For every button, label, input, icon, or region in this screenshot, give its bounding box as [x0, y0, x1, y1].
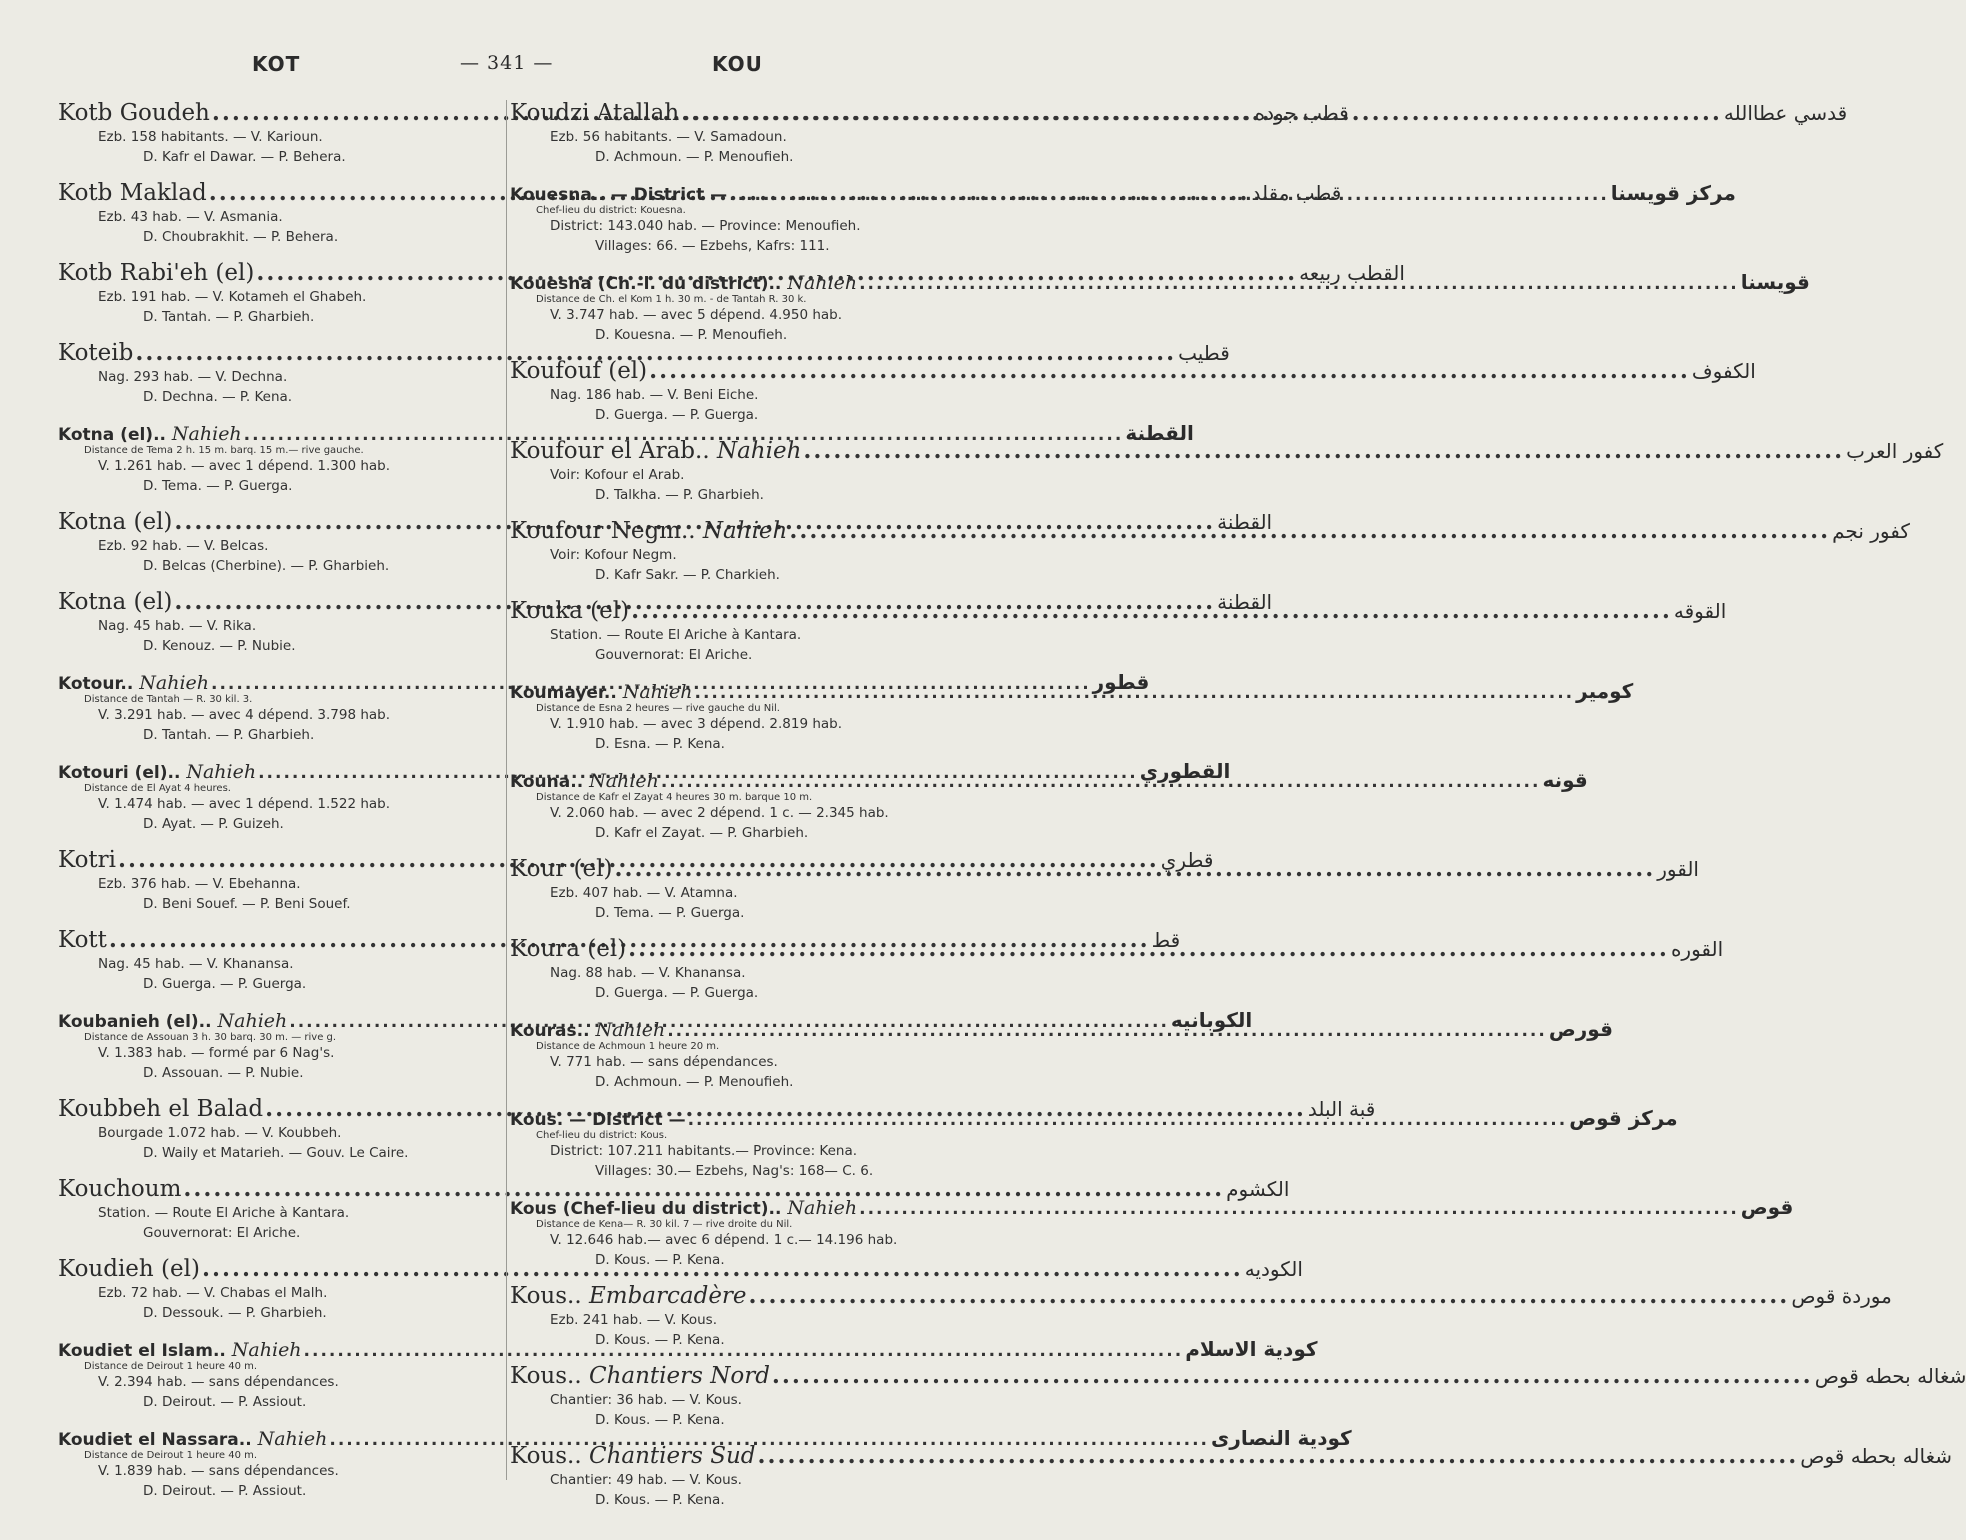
entry-detail-line: District: 143.040 hab. — Province: Menoufieh. — [550, 218, 861, 234]
entry-detail-line: D. Tema. — P. Guerga. — [143, 477, 293, 494]
entry-detail-line: Ezb. 376 hab. — V. Ebehanna. — [98, 876, 301, 892]
entry-arabic-name: القور — [1657, 857, 1699, 881]
entry-distance-note: Distance de Deirout 1 heure 40 m. — [84, 1450, 258, 1461]
entry-spacer — [58, 407, 508, 418]
entry-detail-line: Ezb. 92 hab. — V. Belcas. — [98, 538, 269, 554]
entry-spacer — [510, 923, 960, 934]
leader-dots — [787, 516, 1832, 546]
entry-name: Kotb Rabi'eh (el) — [58, 260, 255, 286]
entry-name: Koumayer.. — [510, 683, 617, 703]
entry-detail-line: Chantier: 49 hab. — V. Kous. — [550, 1472, 742, 1488]
entry-distance-note: Distance de Esna 2 heures — rive gauche du Nil. — [536, 703, 780, 714]
entry-name: Koufour Negm.. — [510, 518, 696, 544]
leader-dots — [626, 934, 1671, 964]
leader-dots — [679, 98, 1724, 128]
entry-detail-line: D. Kafr el Dawar. — P. Behera. — [143, 148, 346, 165]
entry-detail-line: D. Tantah. — P. Gharbieh. — [143, 726, 315, 743]
entry-detail-line: V. 1.910 hab. — avec 3 dépend. 2.819 hab. — [550, 716, 843, 732]
entry-detail-line: Ezb. 56 habitants. — V. Samadoun. — [550, 129, 787, 145]
entry-distance-note: Distance de Kena— R. 30 kil. 7 — rive droite du Nil. — [536, 1219, 793, 1230]
entry-detail-line: D. Ayat. — P. Guizeh. — [143, 815, 284, 832]
entry-detail-line: D. Kouesna. — P. Menoufieh. — [595, 326, 788, 343]
leader-dots — [857, 269, 1741, 299]
leader-dots — [801, 436, 1846, 466]
entry-detail-line: D. Choubrakhit. — P. Behera. — [143, 228, 339, 245]
entry-detail-line: V. 3.291 hab. — avec 4 dépend. 3.798 hab. — [98, 707, 391, 723]
entry-distance-note: Distance de Tema 2 h. 15 m. barq. 15 m.— rive gauche. — [84, 445, 364, 456]
entry-detail-line: D. Achmoun. — P. Menoufieh. — [595, 148, 794, 165]
entry-distance-note: Distance de Deirout 1 heure 40 m. — [84, 1361, 258, 1372]
column-divider — [506, 100, 507, 1480]
entry-name: Koubanieh (el).. — [58, 1012, 212, 1032]
entry-detail-line: Nag. 45 hab. — V. Rika. — [98, 618, 257, 634]
entry-type: Nahieh — [589, 770, 659, 792]
entry-detail-line: V. 1.383 hab. — formé par 6 Nag's. — [98, 1045, 335, 1061]
entry-arabic-name: قونه — [1542, 768, 1588, 792]
entry-detail-line: V. 12.646 hab.— avec 6 dépend. 1 c.— 14.196 hab. — [550, 1232, 898, 1248]
entry-detail-line: D. Guerga. — P. Guerga. — [595, 984, 759, 1001]
entry-arabic-name: القطوري — [1139, 759, 1231, 783]
leader-dots — [612, 854, 1657, 884]
entry-arabic-name: كفور العرب — [1846, 439, 1944, 463]
entry-spacer — [58, 1412, 508, 1423]
entry-detail-line: D. Beni Souef. — P. Beni Souef. — [143, 895, 351, 912]
entry-arabic-name: موردة قوص — [1791, 1284, 1892, 1308]
entry-detail-line: V. 2.394 hab. — sans dépendances. — [98, 1374, 339, 1390]
entry-detail-line: Ezb. 241 hab. — V. Kous. — [550, 1312, 717, 1328]
leader-dots — [747, 1281, 1792, 1311]
entry-type: Nahieh — [716, 438, 802, 464]
entry-detail-line: D. Achmoun. — P. Menoufieh. — [595, 1073, 794, 1090]
entry-spacer — [58, 914, 508, 925]
entry-type: Nahieh — [702, 518, 788, 544]
page-header — [0, 52, 1000, 86]
entry-name: Kous. — District — — [510, 1110, 686, 1130]
entry-spacer — [510, 1181, 960, 1192]
entry-title-line — [58, 1174, 1290, 1204]
entry-type: Nahieh — [622, 681, 693, 703]
entry-spacer — [58, 167, 508, 178]
entry-detail-line: D. Dessouk. — P. Gharbieh. — [143, 1304, 327, 1321]
entry-spacer — [510, 167, 960, 178]
entry-name: Kous.. — [510, 1283, 582, 1309]
entry-detail-line: Voir: Kofour el Arab. — [550, 467, 685, 483]
entry-name: Kotna (el) — [58, 509, 173, 535]
entry-type: Chantiers Sud — [588, 1443, 756, 1469]
entry-name: Kouna.. — [510, 772, 584, 792]
entry-detail-line: Ezb. 72 hab. — V. Chabas el Malh. — [98, 1285, 328, 1301]
entry-arabic-name: كودية الاسلام — [1185, 1337, 1318, 1361]
entry-arabic-name: الكشوم — [1226, 1177, 1290, 1201]
entry-detail-line: Nag. 293 hab. — V. Dechna. — [98, 369, 288, 385]
entry-arabic-name: مركز قوص — [1569, 1106, 1678, 1130]
entry-spacer — [58, 656, 508, 667]
entry-spacer — [58, 1323, 508, 1334]
entry-type: Nahieh — [231, 1339, 302, 1361]
entry-name: Kouka (el) — [510, 598, 630, 624]
entry-detail-line: V. 1.261 hab. — avec 1 dépend. 1.300 hab. — [98, 458, 391, 474]
entry-detail-line: D. Kous. — P. Kena. — [595, 1411, 725, 1428]
entry-name: Kouchoum — [58, 1176, 182, 1202]
gazetteer-entry — [510, 356, 1756, 425]
leader-dots — [665, 1016, 1549, 1046]
entry-spacer — [58, 1243, 508, 1254]
entry-arabic-name: الكوبانيه — [1170, 1008, 1253, 1032]
entry-name: Kotri — [58, 847, 117, 873]
entry-name: Koufouf (el) — [510, 358, 648, 384]
entry-detail-line: Villages: 66. — Ezbehs, Kafrs: 111. — [595, 237, 830, 254]
entry-type: Nahieh — [139, 672, 210, 694]
entry-arabic-name: القطنة — [1125, 421, 1194, 445]
entry-detail-line: D. Tema. — P. Guerga. — [595, 904, 745, 921]
entry-name: Kouesna (Ch.-l. du district).. — [510, 274, 782, 294]
entry-name: Koudiet el Islam.. — [58, 1341, 226, 1361]
entry-arabic-name: القوره — [1670, 937, 1724, 961]
entry-detail-line: V. 771 hab. — sans dépendances. — [550, 1054, 778, 1070]
entry-name: Kous (Chef-lieu du district).. — [510, 1199, 782, 1219]
entry-detail-line: Voir: Kofour Negm. — [550, 547, 677, 563]
entry-name: Koura (el) — [510, 936, 627, 962]
entry-distance-note: Chef-lieu du district: Kous. — [536, 1130, 668, 1141]
entry-detail-line: Bourgade 1.072 hab. — V. Koubbeh. — [98, 1125, 342, 1141]
entry-spacer — [58, 834, 508, 845]
entry-name: Kotour.. — [58, 674, 134, 694]
entry-detail-line: D. Assouan. — P. Nubie. — [143, 1064, 304, 1081]
entry-detail-line: D. Deirout. — P. Assiout. — [143, 1482, 307, 1499]
entry-name: Koteib — [58, 340, 134, 366]
entry-detail-line: D. Dechna. — P. Kena. — [143, 388, 293, 405]
entry-arabic-name: قطري — [1160, 848, 1214, 872]
entry-name: Kotna (el) — [58, 589, 173, 615]
entry-arabic-name: مركز قويسنا — [1610, 181, 1736, 205]
entry-spacer — [510, 425, 960, 436]
entry-arabic-name: شغاله بحطه قوص — [1800, 1444, 1953, 1468]
entry-name: Koubbeh el Balad — [58, 1096, 264, 1122]
entry-distance-note: Distance de Ch. el Kom 1 h. 30 m. - de Tantah R. 30 k. — [536, 294, 807, 305]
leader-dots — [686, 1105, 1570, 1135]
entry-name: Kour (el) — [510, 856, 613, 882]
entry-title-line — [58, 418, 1194, 448]
entry-type: Embarcadère — [588, 1283, 747, 1309]
entry-arabic-name: القطب ربيعه — [1299, 261, 1405, 285]
entry-distance-note: Distance de Achmoun 1 heure 20 m. — [536, 1041, 720, 1052]
entry-detail-line: D. Tantah. — P. Gharbieh. — [143, 308, 315, 325]
entry-title-line — [58, 338, 1230, 368]
entry-title-line — [510, 436, 1944, 466]
entry-distance-note: Chef-lieu du district: Kouesna. — [536, 205, 686, 216]
entry-spacer — [58, 994, 508, 1005]
entry-type: Nahieh — [595, 1019, 666, 1041]
entry-spacer — [58, 496, 508, 507]
entry-spacer — [510, 843, 960, 854]
entry-detail-line: Gouvernorat: El Ariche. — [595, 646, 753, 663]
entry-title-line — [58, 1423, 1352, 1453]
entry-arabic-name: قورص — [1548, 1017, 1613, 1041]
entry-arabic-name: القوقه — [1673, 599, 1727, 623]
entry-spacer — [510, 1270, 960, 1281]
entry-distance-note: Distance de Assouan 3 h. 30 barq. 30 m. — rive g. — [84, 1032, 337, 1043]
entry-detail-line: D. Guerga. — P. Guerga. — [143, 975, 307, 992]
entry-name: Koudieh (el) — [58, 1256, 200, 1282]
entry-name: Kouesna.. — District — — [510, 185, 728, 205]
entry-type: Nahieh — [257, 1428, 328, 1450]
entry-arabic-name: قويسنا — [1740, 270, 1810, 294]
entry-type: Nahieh — [787, 1197, 858, 1219]
entry-arabic-name: شغاله بحطه قوص — [1814, 1364, 1966, 1388]
entry-name: Kous.. — [510, 1363, 582, 1389]
entry-title-line — [510, 1281, 1892, 1311]
entry-name: Kotb Maklad — [58, 180, 207, 206]
entry-arabic-name: قطيب — [1178, 341, 1230, 365]
entry-detail-line: D. Kous. — P. Kena. — [595, 1491, 725, 1508]
entry-distance-note: Distance de El Ayat 4 heures. — [84, 783, 231, 794]
gazetteer-entry — [510, 436, 1944, 505]
entry-spacer — [58, 576, 508, 587]
header-left-guide-word: KOT — [252, 52, 301, 76]
leader-dots — [857, 1194, 1741, 1224]
entry-detail-line: Ezb. 407 hab. — V. Atamna. — [550, 885, 738, 901]
entry-detail-line: D. Guerga. — P. Guerga. — [595, 406, 759, 423]
entry-arabic-name: القطنة — [1217, 590, 1273, 614]
entry-spacer — [510, 1092, 960, 1103]
entry-name: Kous.. — [510, 1443, 582, 1469]
entry-detail-line: V. 3.747 hab. — avec 5 dépend. 4.950 hab. — [550, 307, 843, 323]
entry-detail-line: D. Kafr el Zayat. — P. Gharbieh. — [595, 824, 809, 841]
entry-spacer — [58, 745, 508, 756]
entry-name: Kotb Goudeh — [58, 100, 210, 126]
leader-dots — [647, 356, 1692, 386]
entry-detail-line: Station. — Route El Ariche à Kantara. — [550, 627, 802, 643]
entry-detail-line: D. Esna. — P. Kena. — [595, 735, 725, 752]
entry-distance-note: Distance de Kafr el Zayat 4 heures 30 m. barque 10 m. — [536, 792, 813, 803]
entry-detail-line: D. Talkha. — P. Gharbieh. — [595, 486, 764, 503]
entry-arabic-name: قط — [1151, 928, 1181, 952]
entry-arabic-name: قطب جوده — [1254, 101, 1349, 125]
entry-type: Nahieh — [787, 272, 858, 294]
entry-spacer — [510, 1003, 960, 1014]
entry-arabic-name: الكفوف — [1691, 359, 1756, 383]
leader-dots — [727, 180, 1611, 210]
entry-title-line — [510, 1192, 1794, 1222]
entry-detail-line: Nag. 186 hab. — V. Beni Eiche. — [550, 387, 759, 403]
entry-type: Nahieh — [171, 423, 242, 445]
entry-detail-line: V. 2.060 hab. — avec 2 dépend. 1 c. — 2.345 hab. — [550, 805, 889, 821]
entry-name: Kott — [58, 927, 107, 953]
entry-detail-line: D. Kous. — P. Kena. — [595, 1251, 725, 1268]
entry-arabic-name: القطنة — [1217, 510, 1273, 534]
entry-spacer — [510, 754, 960, 765]
entry-arabic-name: قطور — [1092, 670, 1150, 694]
entry-spacer — [58, 1083, 508, 1094]
entry-arabic-name: قبة البلد — [1307, 1097, 1376, 1121]
entry-spacer — [510, 585, 960, 596]
entry-detail-line: D. Kenouz. — P. Nubie. — [143, 637, 296, 654]
leader-dots — [629, 596, 1674, 626]
entry-name: Koudiet el Nassara.. — [58, 1430, 252, 1450]
entry-arabic-name: كفور نجم — [1832, 519, 1910, 543]
entry-spacer — [510, 665, 960, 676]
entry-type: Chantiers Nord — [588, 1363, 770, 1389]
entry-spacer — [58, 1163, 508, 1174]
entry-detail-line: D. Kous. — P. Kena. — [595, 1331, 725, 1348]
entry-arabic-name: قوص — [1740, 1195, 1794, 1219]
entry-name: Koufour el Arab.. — [510, 438, 710, 464]
entry-arabic-name: كومير — [1576, 679, 1634, 703]
entry-detail-line: Nag. 45 hab. — V. Khanansa. — [98, 956, 294, 972]
entry-detail-line: V. 1.474 hab. — avec 1 dépend. 1.522 hab. — [98, 796, 391, 812]
entry-spacer — [510, 1350, 960, 1361]
entry-detail-line: Nag. 88 hab. — V. Khanansa. — [550, 965, 746, 981]
entry-arabic-name: قدسي عطاالله — [1723, 101, 1848, 125]
entry-detail-line: Station. — Route El Ariche à Kantara. — [98, 1205, 350, 1221]
entry-arabic-name: كودية النصارى — [1211, 1426, 1352, 1450]
page-number: — 341 — — [460, 52, 554, 74]
gazetteer-entry — [510, 1361, 1966, 1430]
gazetteer-entry — [510, 1441, 1953, 1510]
entry-detail-line: Ezb. 158 habitants. — V. Karioun. — [98, 129, 323, 145]
entry-detail-line: D. Kafr Sakr. — P. Charkieh. — [595, 566, 780, 583]
entry-detail-line: Ezb. 191 hab. — V. Kotameh el Ghabeh. — [98, 289, 367, 305]
entry-title-line — [510, 1441, 1953, 1471]
leader-dots — [756, 1441, 1801, 1471]
entry-title-line — [510, 356, 1756, 386]
leader-dots — [770, 1361, 1815, 1391]
entry-title-line — [510, 1361, 1966, 1391]
entry-distance-note: Distance de Tantah — R. 30 kil. 3. — [84, 694, 253, 705]
header-right-guide-word: KOU — [712, 52, 763, 76]
entry-name: Kotna (el).. — [58, 425, 166, 445]
leader-dots — [692, 678, 1576, 708]
entry-detail-line: District: 107.211 habitants.— Province: Kena. — [550, 1143, 858, 1159]
entry-type: Nahieh — [217, 1010, 288, 1032]
entry-arabic-name: الكوديه — [1244, 1257, 1303, 1281]
entry-name: Kotouri (el).. — [58, 763, 181, 783]
entry-detail-line: V. 1.839 hab. — sans dépendances. — [98, 1463, 339, 1479]
entry-spacer — [58, 247, 508, 258]
entry-name: Koudzi Atallah — [510, 100, 680, 126]
entry-detail-line: Ezb. 43 hab. — V. Asmania. — [98, 209, 283, 225]
entry-detail-line: D. Deirout. — P. Assiout. — [143, 1393, 307, 1410]
entry-detail-line: Chantier: 36 hab. — V. Kous. — [550, 1392, 742, 1408]
entry-name: Kouras.. — [510, 1021, 590, 1041]
entry-spacer — [510, 505, 960, 516]
entry-detail-line: D. Waily et Matarieh. — Gouv. Le Caire. — [143, 1144, 409, 1161]
entry-spacer — [510, 256, 960, 267]
entry-spacer — [510, 1430, 960, 1441]
entry-type: Nahieh — [186, 761, 257, 783]
entry-detail-line: D. Belcas (Cherbine). — P. Gharbieh. — [143, 557, 390, 574]
entry-detail-line: Villages: 30.— Ezbehs, Nag's: 168— C. 6. — [595, 1162, 874, 1179]
entry-detail-line: Gouvernorat: El Ariche. — [143, 1224, 301, 1241]
entry-arabic-name: قطب مقلد — [1251, 181, 1342, 205]
entry-spacer — [510, 345, 960, 356]
entry-spacer — [58, 327, 508, 338]
